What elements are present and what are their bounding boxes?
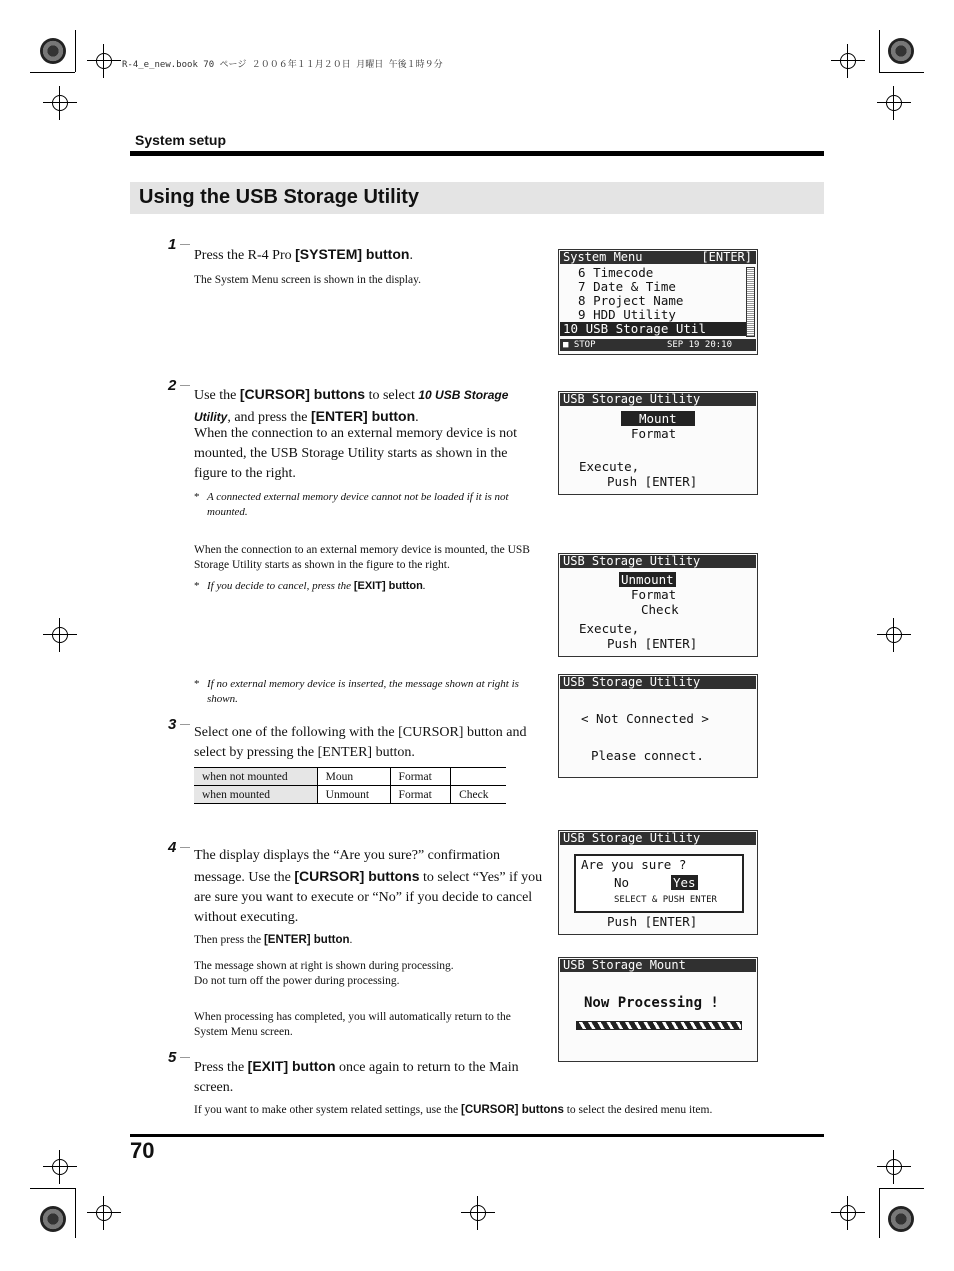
table-cell: Moun	[317, 768, 390, 786]
step-4-text	[194, 846, 546, 928]
lcd-title-bar	[560, 251, 756, 264]
step-4-then	[194, 933, 546, 948]
print-header: R-4_e_new.book 70 ページ ２００６年１１月２０日 月曜日 午後１時９分	[122, 60, 443, 70]
crop-line	[30, 72, 75, 73]
step-number: 3	[168, 716, 177, 733]
table-cell: Unmount	[317, 786, 390, 804]
step-2-text	[194, 384, 544, 428]
lcd-title-bar: USB Storage Utility	[560, 555, 756, 568]
text: .	[349, 934, 353, 946]
crop-line	[879, 30, 880, 72]
crosshair-mark	[840, 1205, 856, 1221]
lcd-line-selected	[619, 573, 676, 587]
lcd-usb-not-connected	[558, 674, 758, 778]
crosshair-mark	[886, 1159, 902, 1175]
crosshair-mark	[52, 627, 68, 643]
text: to select the desired menu item.	[563, 1104, 713, 1116]
note-mark: *	[194, 678, 200, 690]
exit-button-ref: [EXIT] button	[353, 580, 423, 592]
step-3-text: Select one of the following with the [CURSOR] button and select by pressing the [ENTER] button.	[194, 725, 527, 760]
crop-line	[879, 1188, 880, 1238]
text: Press the	[194, 1060, 248, 1075]
page-number: 70	[130, 1138, 155, 1163]
lcd-line: 9 HDD Utility	[563, 307, 676, 322]
text: If you decide to cancel, press the	[207, 580, 354, 592]
step-2-body: When the connection to an external memory device is not mounted, the USB Storage Utility starts as shown in the figure to the right.	[194, 426, 518, 481]
step-number: 2	[168, 377, 177, 394]
yes-option	[671, 876, 698, 890]
table-cell	[451, 768, 506, 786]
note-not-mounted: A connected external memory device cannot not be loaded if it is not mounted.	[207, 491, 509, 518]
lcd-line: < Not Connected >	[581, 711, 709, 726]
table-cell: Format	[390, 768, 451, 786]
final-note	[194, 1103, 814, 1118]
transport-status: ■ STOP	[563, 340, 596, 350]
note-mark: *	[194, 491, 200, 503]
lcd-line: 7 Date & Time	[563, 279, 676, 294]
lcd-line: Push [ENTER]	[607, 474, 698, 489]
crosshair-mark	[840, 53, 856, 69]
lcd-enter-label: [ENTER]	[701, 250, 752, 264]
lcd-line: Execute,	[579, 621, 640, 636]
lcd-line: 6 Timecode	[563, 265, 654, 280]
crosshair-mark	[52, 95, 68, 111]
table-cell: Check	[451, 786, 506, 804]
lcd-title-bar: USB Storage Utility	[560, 676, 756, 689]
registration-mark	[40, 1206, 66, 1232]
crop-line	[879, 1188, 924, 1189]
lcd-line: Execute,	[579, 459, 640, 474]
crop-line	[879, 72, 924, 73]
lcd-usb-mounted	[558, 553, 758, 657]
lcd-scrollbar	[746, 267, 755, 337]
note-mark: *	[194, 580, 200, 592]
lcd-title-bar: USB Storage Utility	[560, 832, 756, 845]
registration-mark	[888, 38, 914, 64]
crosshair-mark	[96, 1205, 112, 1221]
text: Use the	[194, 388, 240, 403]
lcd-line-selected	[621, 412, 695, 426]
step-1-subtext: The System Menu screen is shown in the display.	[194, 274, 421, 286]
section-label: System setup	[135, 132, 227, 148]
title-band	[130, 182, 824, 214]
text: Press the R-4 Pro	[194, 248, 296, 263]
cursor-button-ref: [CURSOR] buttons	[461, 1104, 564, 1116]
lcd-line: Format	[631, 587, 677, 602]
clock: SEP 19 20:10	[666, 340, 732, 350]
crosshair-mark	[886, 95, 902, 111]
text: to select “Yes” if you are sure you want to execute or “No” if you decide to cancel without executing.	[194, 870, 543, 925]
text: .	[422, 580, 426, 592]
header-rule	[130, 151, 824, 156]
step-number: 4	[168, 839, 177, 856]
lcd-line: Check	[641, 602, 679, 617]
exit-button-ref: [EXIT] button	[247, 1058, 336, 1074]
lcd-system-menu	[558, 249, 758, 355]
crop-line	[75, 30, 76, 72]
select-hint: SELECT & PUSH ENTER	[614, 895, 717, 905]
text: once again to return to the Main screen.	[194, 1060, 519, 1095]
text: .	[415, 410, 419, 425]
note-cancel	[207, 579, 545, 594]
crosshair-mark	[886, 627, 902, 643]
confirm-dialog	[574, 854, 744, 913]
text: The display displays the “Are you sure?” confirmation message. Use the	[194, 848, 500, 885]
processing-text: The message shown at right is shown during processing.	[194, 960, 454, 972]
text: If you want to make other system related settings, use the	[194, 1104, 461, 1116]
table-cell: when mounted	[194, 786, 317, 804]
confirm-question: Are you sure ?	[581, 857, 687, 872]
page-title: Using the USB Storage Utility	[139, 186, 420, 208]
footer-rule	[130, 1134, 824, 1137]
cursor-button-ref: [CURSOR] buttons	[294, 868, 420, 884]
lcd-line: Push [ENTER]	[607, 636, 698, 651]
mount-option: Mount	[621, 411, 695, 426]
yes-selected: Yes	[673, 875, 696, 890]
unmount-option: Unmount	[621, 572, 674, 587]
table-cell: Format	[390, 786, 451, 804]
text: , and press the	[227, 410, 311, 425]
enter-button-ref: [ENTER] button	[310, 408, 416, 424]
crop-line	[30, 1188, 75, 1189]
options-table	[194, 767, 506, 804]
lcd-line-selected: 10 USB Storage Util	[560, 322, 747, 336]
lcd-processing	[558, 957, 758, 1062]
table-cell: when not mounted	[194, 768, 317, 786]
lcd-line: 8 Project Name	[563, 293, 684, 308]
table-row	[194, 786, 506, 804]
text: to select	[365, 388, 419, 403]
menu-item-ref: 10 USB Storage Utility	[194, 388, 509, 424]
crosshair-mark	[96, 53, 112, 69]
lcd-line: Please connect.	[591, 748, 704, 763]
lcd-title: System Menu	[563, 250, 643, 264]
text: .	[409, 248, 413, 263]
step-1-text	[194, 244, 539, 266]
lcd-line: Push [ENTER]	[607, 914, 698, 929]
mounted-text: When the connection to an external memory device is mounted, the USB Storage Utility starts as shown in the figure to the right.	[194, 544, 530, 571]
step-number: 1	[168, 236, 177, 253]
lcd-line: Format	[631, 426, 677, 441]
lcd-status-bar	[560, 339, 756, 351]
cursor-button-ref: [CURSOR] buttons	[239, 386, 366, 402]
completion-text: When processing has completed, you will automatically return to the System Menu screen.	[194, 1011, 511, 1038]
registration-mark	[40, 38, 66, 64]
processing-message: Now Processing !	[584, 995, 719, 1011]
registration-mark	[888, 1206, 914, 1232]
power-warning: Do not turn off the power during processing.	[194, 975, 400, 987]
lcd-title-bar: USB Storage Utility	[560, 393, 756, 406]
crosshair-mark	[52, 1159, 68, 1175]
note-not-inserted: If no external memory device is inserted, the message shown at right is shown.	[207, 678, 519, 705]
step-number: 5	[168, 1049, 177, 1066]
no-option: No	[614, 875, 630, 890]
lcd-confirm	[558, 830, 758, 935]
table-row	[194, 768, 506, 786]
text: Then press the	[194, 934, 264, 946]
progress-bar	[576, 1021, 742, 1030]
system-button-ref: [SYSTEM] button	[295, 246, 410, 262]
step-5-text	[194, 1056, 546, 1098]
crop-line	[75, 1188, 76, 1238]
crosshair-mark	[470, 1205, 486, 1221]
lcd-usb-not-mounted	[558, 391, 758, 495]
lcd-title-bar: USB Storage Mount	[560, 959, 756, 972]
enter-button-ref: [ENTER] button	[263, 934, 350, 946]
